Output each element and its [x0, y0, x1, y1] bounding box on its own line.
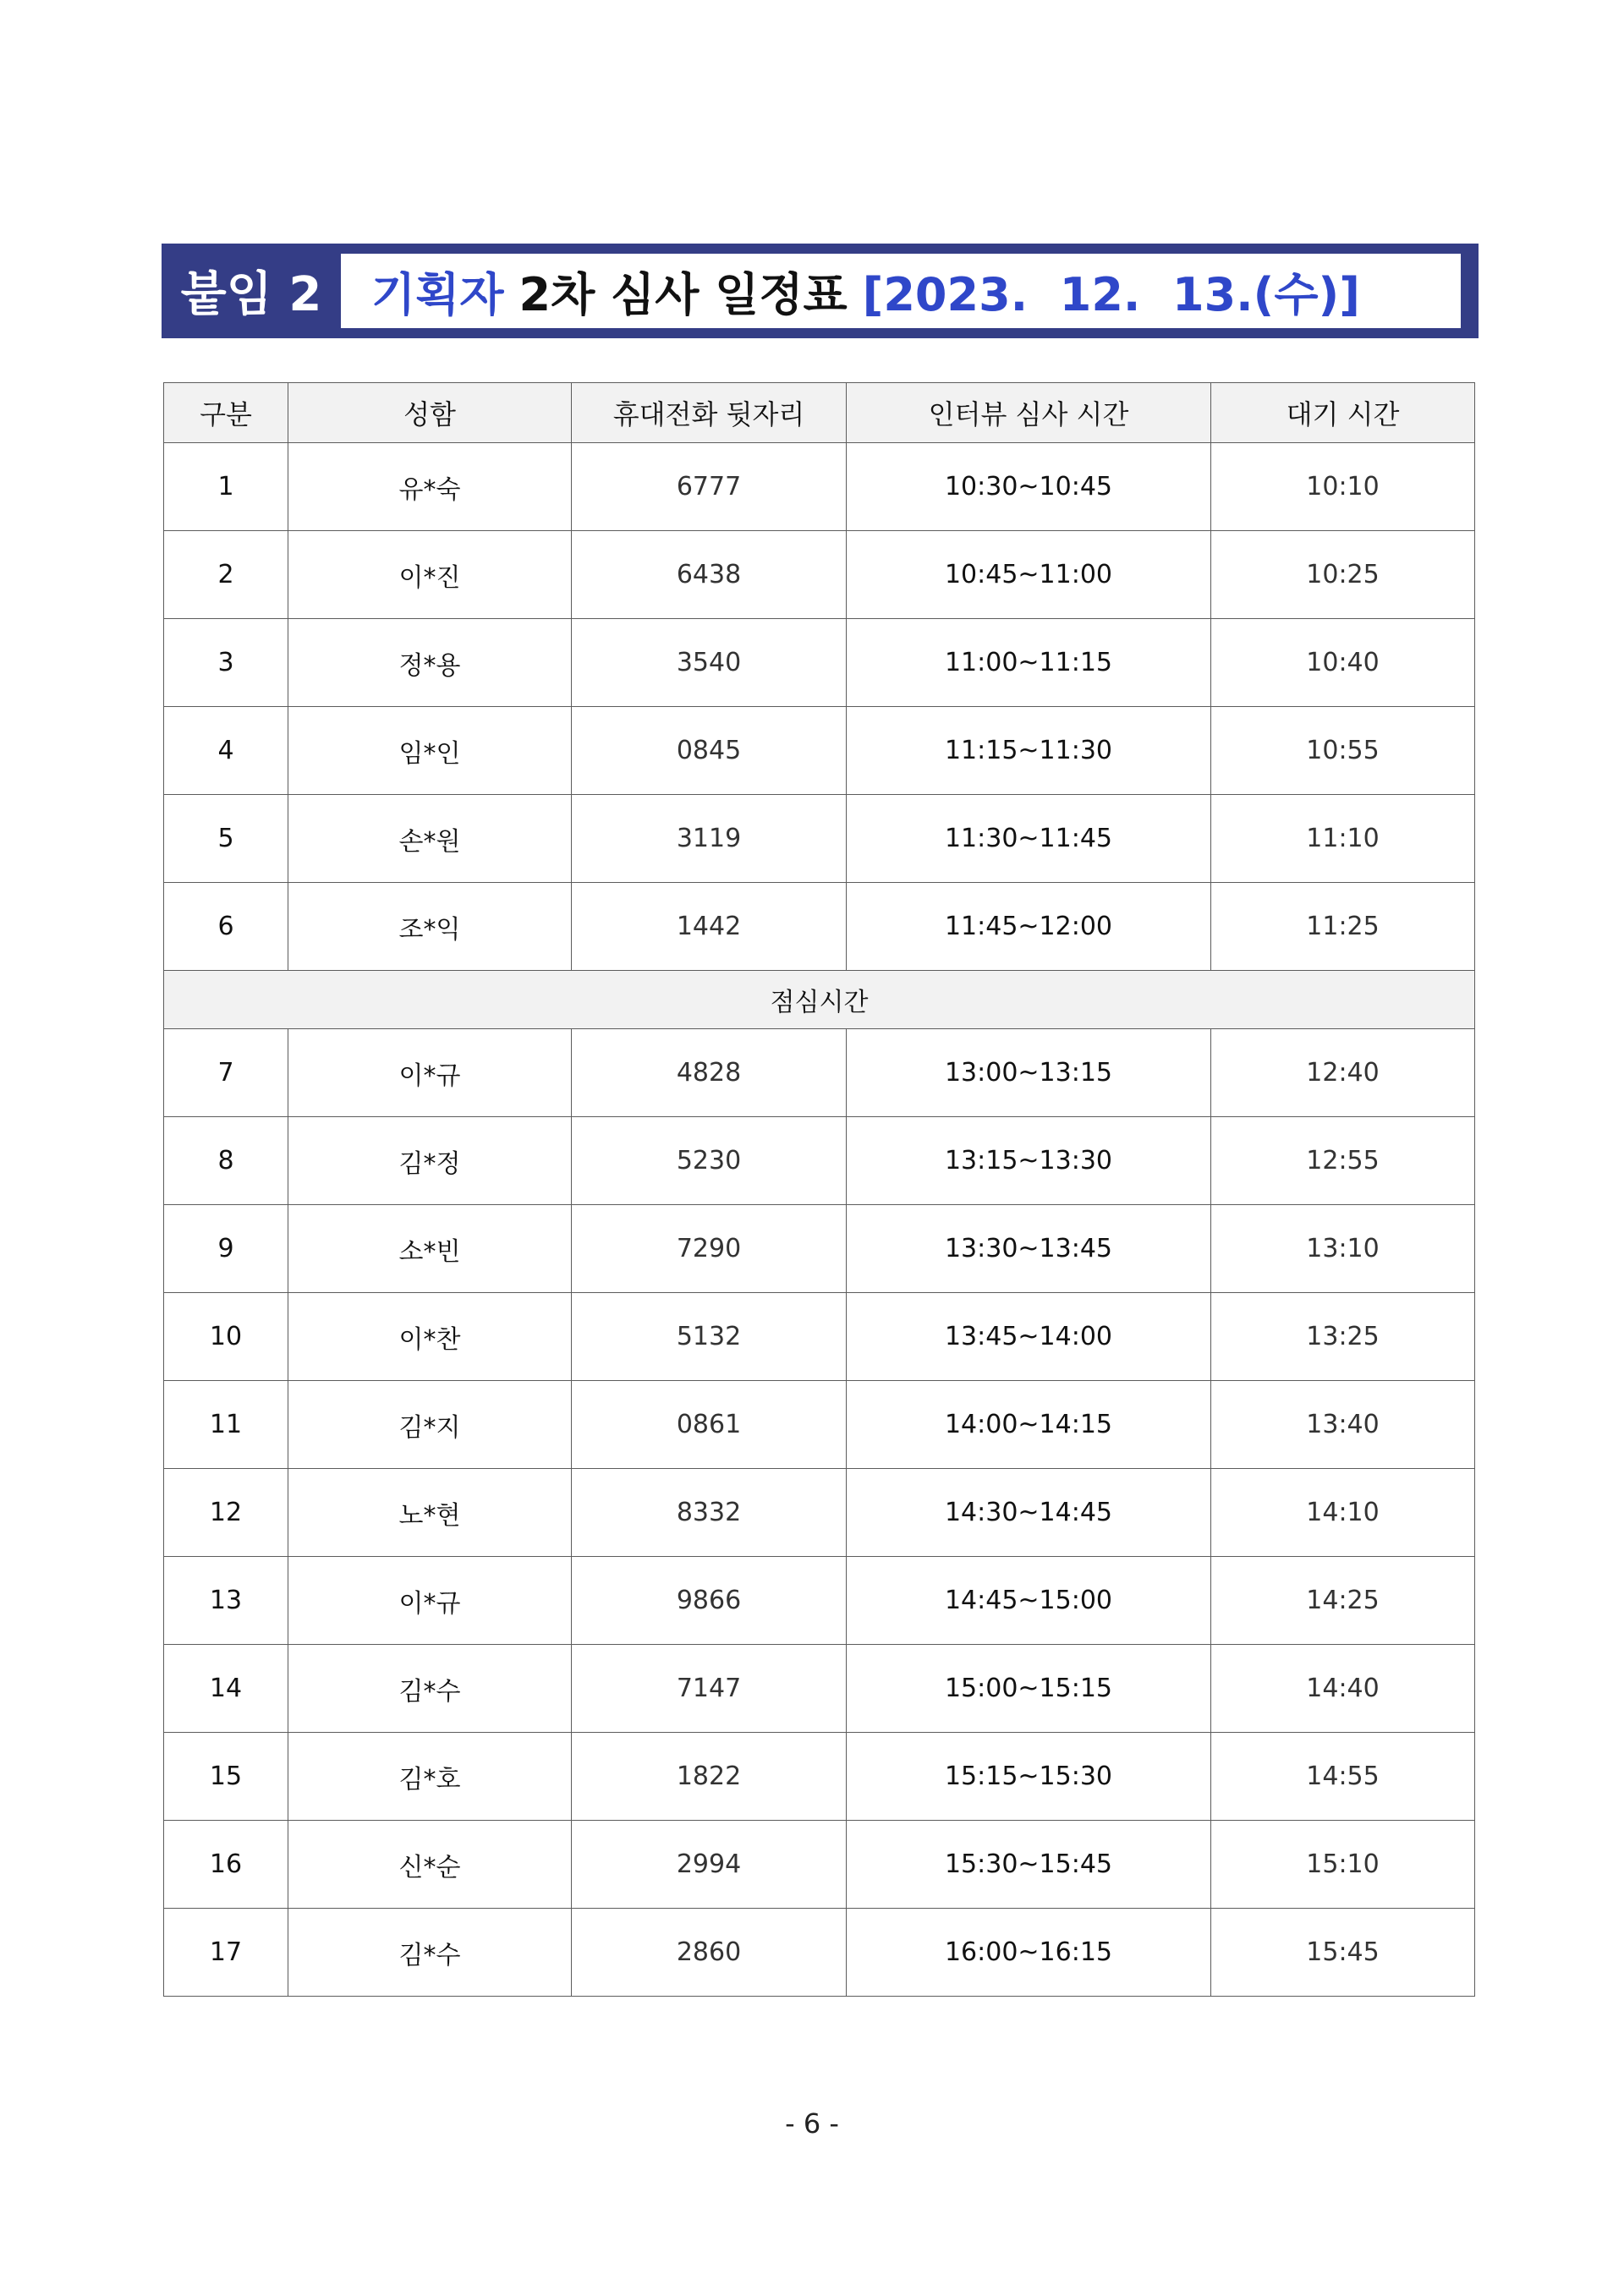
- cell-wait: 10:10: [1211, 443, 1475, 531]
- cell-phone: 9866: [572, 1557, 847, 1645]
- cell-phone: 2994: [572, 1821, 847, 1909]
- table-row: [164, 1029, 1475, 1117]
- cell-num: 11: [164, 1381, 288, 1469]
- cell-num: 10: [164, 1293, 288, 1381]
- table-row: [164, 1821, 1475, 1909]
- cell-time: 13:30~13:45: [847, 1205, 1211, 1293]
- cell-name: 손*원: [288, 795, 572, 883]
- cell-num: 2: [164, 531, 288, 619]
- header-phone: 휴대전화 뒷자리: [572, 383, 847, 443]
- cell-wait: 10:25: [1211, 531, 1475, 619]
- cell-name: 이*규: [288, 1557, 572, 1645]
- cell-time: 11:15~11:30: [847, 707, 1211, 795]
- table-row: [164, 1469, 1475, 1557]
- cell-num: 9: [164, 1205, 288, 1293]
- cell-name: 이*찬: [288, 1293, 572, 1381]
- table-row: [164, 1909, 1475, 1997]
- cell-time: 11:00~11:15: [847, 619, 1211, 707]
- cell-time: 16:00~16:15: [847, 1909, 1211, 1997]
- cell-phone: 5132: [572, 1293, 847, 1381]
- cell-time: 13:00~13:15: [847, 1029, 1211, 1117]
- table-row: [164, 1381, 1475, 1469]
- cell-num: 6: [164, 883, 288, 971]
- cell-name: 소*빈: [288, 1205, 572, 1293]
- cell-phone: 0861: [572, 1381, 847, 1469]
- cell-name: 유*숙: [288, 443, 572, 531]
- cell-phone: 3119: [572, 795, 847, 883]
- table-header-row: [164, 383, 1475, 443]
- cell-phone: 0845: [572, 707, 847, 795]
- cell-num: 15: [164, 1733, 288, 1821]
- cell-name: 임*인: [288, 707, 572, 795]
- title-part2: 2차 심사 일정표: [518, 267, 848, 321]
- cell-phone: 2860: [572, 1909, 847, 1997]
- table-row: [164, 883, 1475, 971]
- cell-num: 14: [164, 1645, 288, 1733]
- cell-wait: 14:55: [1211, 1733, 1475, 1821]
- table-row: [164, 1733, 1475, 1821]
- cell-num: 12: [164, 1469, 288, 1557]
- cell-phone: 3540: [572, 619, 847, 707]
- cell-time: 10:45~11:00: [847, 531, 1211, 619]
- cell-time: 14:30~14:45: [847, 1469, 1211, 1557]
- cell-name: 김*정: [288, 1117, 572, 1205]
- cell-name: 이*진: [288, 531, 572, 619]
- cell-num: 1: [164, 443, 288, 531]
- cell-wait: 10:40: [1211, 619, 1475, 707]
- banner-title-box: [341, 254, 1461, 328]
- schedule-table: [163, 382, 1475, 1997]
- cell-time: 13:45~14:00: [847, 1293, 1211, 1381]
- cell-wait: 10:55: [1211, 707, 1475, 795]
- header-name: 성함: [288, 383, 572, 443]
- cell-num: 17: [164, 1909, 288, 1997]
- title-date: [2023. 12. 13.(수)]: [862, 267, 1360, 321]
- cell-phone: 1442: [572, 883, 847, 971]
- cell-phone: 7147: [572, 1645, 847, 1733]
- table-row: [164, 1205, 1475, 1293]
- cell-num: 16: [164, 1821, 288, 1909]
- cell-time: 15:30~15:45: [847, 1821, 1211, 1909]
- table-row: [164, 531, 1475, 619]
- cell-phone: 8332: [572, 1469, 847, 1557]
- cell-num: 4: [164, 707, 288, 795]
- header-number: 구분: [164, 383, 288, 443]
- table-row: [164, 707, 1475, 795]
- cell-name: 김*수: [288, 1645, 572, 1733]
- cell-name: 이*규: [288, 1029, 572, 1117]
- cell-time: 11:45~12:00: [847, 883, 1211, 971]
- cell-wait: 13:10: [1211, 1205, 1475, 1293]
- cell-time: 10:30~10:45: [847, 443, 1211, 531]
- cell-name: 정*용: [288, 619, 572, 707]
- cell-wait: 14:40: [1211, 1645, 1475, 1733]
- lunch-row: [164, 971, 1475, 1029]
- cell-phone: 7290: [572, 1205, 847, 1293]
- header-wait-time: 대기 시간: [1211, 383, 1475, 443]
- cell-time: 15:15~15:30: [847, 1733, 1211, 1821]
- table-row: [164, 619, 1475, 707]
- cell-phone: 1822: [572, 1733, 847, 1821]
- table-row: [164, 1293, 1475, 1381]
- table-row: [164, 1557, 1475, 1645]
- cell-wait: 12:55: [1211, 1117, 1475, 1205]
- cell-wait: 15:45: [1211, 1909, 1475, 1997]
- cell-wait: 11:10: [1211, 795, 1475, 883]
- cell-name: 조*익: [288, 883, 572, 971]
- cell-phone: 4828: [572, 1029, 847, 1117]
- cell-phone: 6777: [572, 443, 847, 531]
- attachment-tag: 붙임 2: [180, 267, 322, 322]
- cell-wait: 12:40: [1211, 1029, 1475, 1117]
- table-row: [164, 443, 1475, 531]
- cell-num: 8: [164, 1117, 288, 1205]
- cell-name: 노*현: [288, 1469, 572, 1557]
- cell-time: 11:30~11:45: [847, 795, 1211, 883]
- cell-name: 김*호: [288, 1733, 572, 1821]
- header-interview-time: 인터뷰 심사 시간: [847, 383, 1211, 443]
- cell-num: 3: [164, 619, 288, 707]
- cell-wait: 14:25: [1211, 1557, 1475, 1645]
- cell-name: 신*순: [288, 1821, 572, 1909]
- cell-wait: 14:10: [1211, 1469, 1475, 1557]
- cell-num: 5: [164, 795, 288, 883]
- section-banner: [162, 244, 1479, 338]
- page-number: - 6 -: [785, 2107, 839, 2140]
- cell-wait: 11:25: [1211, 883, 1475, 971]
- cell-time: 14:00~14:15: [847, 1381, 1211, 1469]
- cell-wait: 15:10: [1211, 1821, 1475, 1909]
- cell-wait: 13:25: [1211, 1293, 1475, 1381]
- cell-time: 13:15~13:30: [847, 1117, 1211, 1205]
- cell-name: 김*지: [288, 1381, 572, 1469]
- title-part1: 기획자: [371, 267, 504, 321]
- table-row: [164, 1117, 1475, 1205]
- cell-time: 14:45~15:00: [847, 1557, 1211, 1645]
- cell-phone: 6438: [572, 531, 847, 619]
- cell-wait: 13:40: [1211, 1381, 1475, 1469]
- cell-num: 13: [164, 1557, 288, 1645]
- cell-name: 김*수: [288, 1909, 572, 1997]
- table-row: [164, 795, 1475, 883]
- table-row: [164, 1645, 1475, 1733]
- cell-time: 15:00~15:15: [847, 1645, 1211, 1733]
- cell-num: 7: [164, 1029, 288, 1117]
- lunch-label: 점심시간: [164, 971, 1475, 1029]
- cell-phone: 5230: [572, 1117, 847, 1205]
